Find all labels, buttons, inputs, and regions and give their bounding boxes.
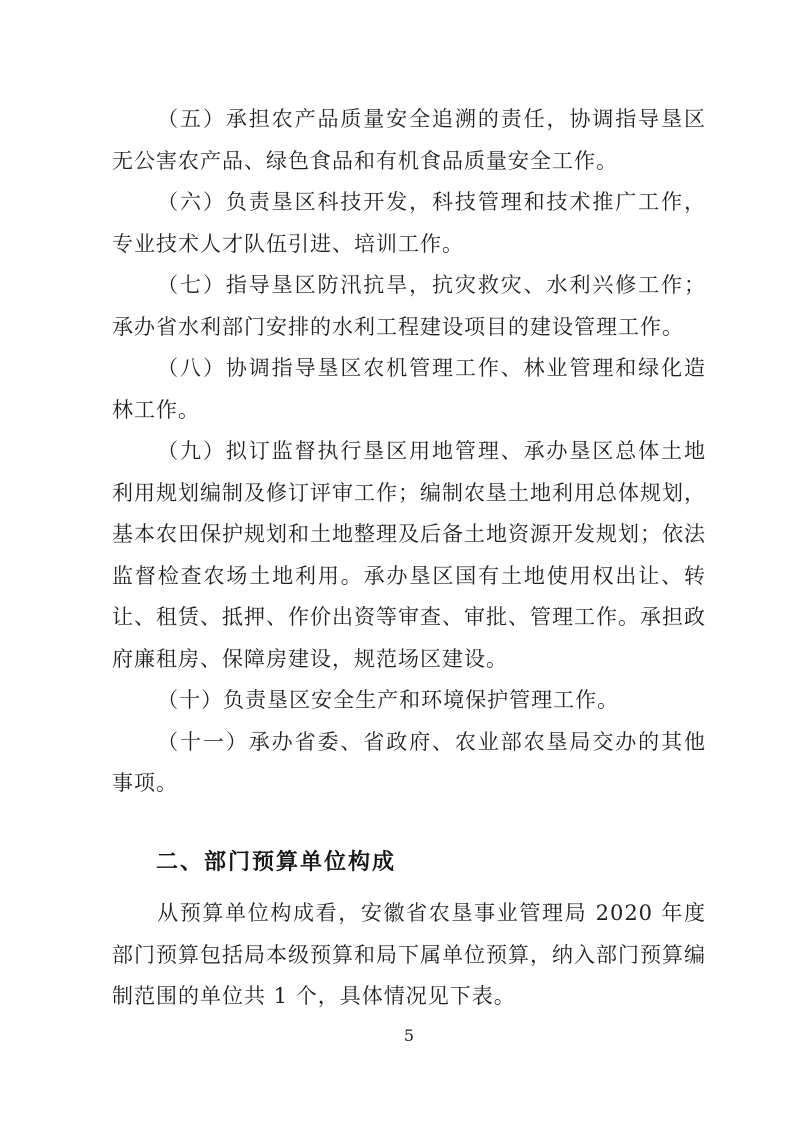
section-heading: 二、部门预算单位构成: [156, 849, 397, 875]
body-paragraph-item-9: （九）拟订监督执行垦区用地管理、承办垦区总体土地利用规划编制及修订评审工作；编制农垦土地利用总体规划，基本农田保护规划和土地整理及后备土地资源开发规划；依法监督检查农场土地利用。承办垦区国有土地使用权出让、转让、租赁、抵押、作价出资等审查、审批、管理工作。承担政府廉租房、保障房建设，规范场区建设。: [112, 439, 706, 671]
page-number: 5: [403, 1026, 415, 1045]
body-paragraph-item-7: （七）指导垦区防汛抗旱，抗灾救灾、水利兴修工作；承办省水利部门安排的水利工程建设项目的建设管理工作。: [112, 273, 706, 339]
document-body: [112, 99, 706, 1018]
body-paragraph-item-5: （五）承担农产品质量安全追溯的责任，协调指导垦区无公害农产品、绿色食品和有机食品质量安全工作。: [112, 107, 706, 173]
body-paragraph-item-11: （十一）承办省委、省政府、农业部农垦局交办的其他事项。: [112, 729, 706, 795]
body-paragraph-item-10: （十）负责垦区安全生产和环境保护管理工作。: [157, 688, 620, 712]
body-paragraph-item-6: （六）负责垦区科技开发，科技管理和技术推广工作，专业技术人才队伍引进、培训工作。: [112, 190, 706, 256]
body-paragraph-item-8: （八）协调指导垦区农机管理工作、林业管理和绿化造林工作。: [112, 356, 706, 422]
section-intro-paragraph: 从预算单位构成看，安徽省农垦事业管理局 2020 年度部门预算包括局本级预算和局下属单位预算，纳入部门预算编制范围的单位共 1 个，具体情况见下表。: [112, 901, 706, 1008]
